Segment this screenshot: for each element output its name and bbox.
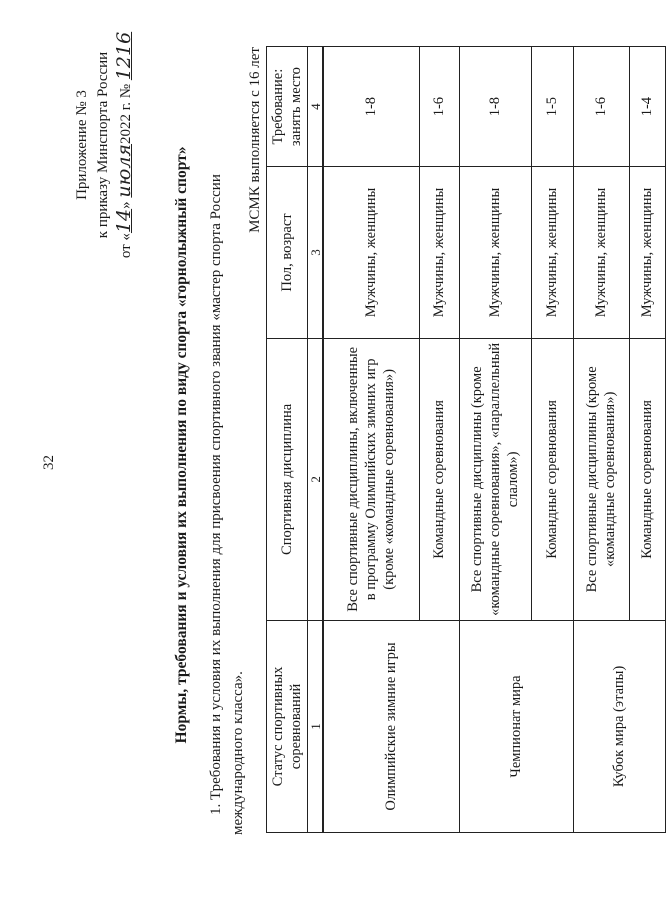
appendix-order-ref: к приказу Минспорта России <box>95 51 111 239</box>
column-number: 4 <box>308 47 324 167</box>
status-cell: Кубок мира (этапы) <box>573 620 665 832</box>
handwritten-month: июля <box>113 143 135 198</box>
discipline-cell: Все спортивные дисциплины (кроме «командные соревнования») <box>573 338 629 620</box>
column-number: 1 <box>308 620 324 832</box>
gender-cell: Мужчины, женщины <box>323 167 419 339</box>
table-row <box>573 47 629 833</box>
header-discipline: Спортивная дисциплина <box>267 338 308 620</box>
table-note: МСМК выполняется с 16 лет <box>247 47 263 233</box>
status-cell: Олимпийские зимние игры <box>323 620 459 832</box>
gender-cell: Мужчины, женщины <box>629 167 665 339</box>
table-row <box>323 47 419 833</box>
place-cell: 1-5 <box>531 47 573 167</box>
place-cell: 1-6 <box>573 47 629 167</box>
header-requirement: Требование: занять место <box>267 47 308 167</box>
table-header-row <box>267 47 308 833</box>
intro-line-1: 1. Требования и условия их выполнения для присвоения спортивного звания «мастер спорта России <box>208 174 224 815</box>
norms-table <box>266 46 666 833</box>
discipline-cell: Командные соревнования <box>531 338 573 620</box>
place-cell: 1-8 <box>459 47 531 167</box>
handwritten-day: 14 <box>113 208 135 234</box>
discipline-cell: Все спортивные дисциплины (кроме «командные соревнования», «параллельный слалом») <box>459 338 531 620</box>
column-number: 2 <box>308 338 324 620</box>
discipline-cell: Все спортивные дисциплины, включенные в программу Олимпийских зимних игр (кроме «командные соревнования») <box>323 338 419 620</box>
discipline-cell: Командные соревнования <box>419 338 459 620</box>
document-title: Нормы, требования и условия их выполнения по виду спорта «горнолыжный спорт» <box>173 146 190 744</box>
handwritten-order-number: 1216 <box>113 31 135 81</box>
page-number: 32 <box>41 455 57 470</box>
column-numbers-row <box>308 47 324 833</box>
header-gender-age: Пол, возраст <box>267 167 308 339</box>
gender-cell: Мужчины, женщины <box>531 167 573 339</box>
place-cell: 1-4 <box>629 47 665 167</box>
intro-line-2: международного класса». <box>230 671 246 835</box>
column-number: 3 <box>308 167 324 339</box>
appendix-block <box>72 15 137 275</box>
table-row <box>459 47 531 833</box>
gender-cell: Мужчины, женщины <box>573 167 629 339</box>
status-cell: Чемпионат мира <box>459 620 573 832</box>
appendix-date-line: от «14» июля2022 г. № 1216 <box>113 31 135 259</box>
gender-cell: Мужчины, женщины <box>459 167 531 339</box>
intro-paragraph <box>205 45 249 835</box>
gender-cell: Мужчины, женщины <box>419 167 459 339</box>
header-status: Статус спортивных соревнований <box>267 620 308 832</box>
appendix-number: Приложение № 3 <box>74 90 90 200</box>
place-cell: 1-6 <box>419 47 459 167</box>
discipline-cell: Командные соревнования <box>629 338 665 620</box>
place-cell: 1-8 <box>323 47 419 167</box>
